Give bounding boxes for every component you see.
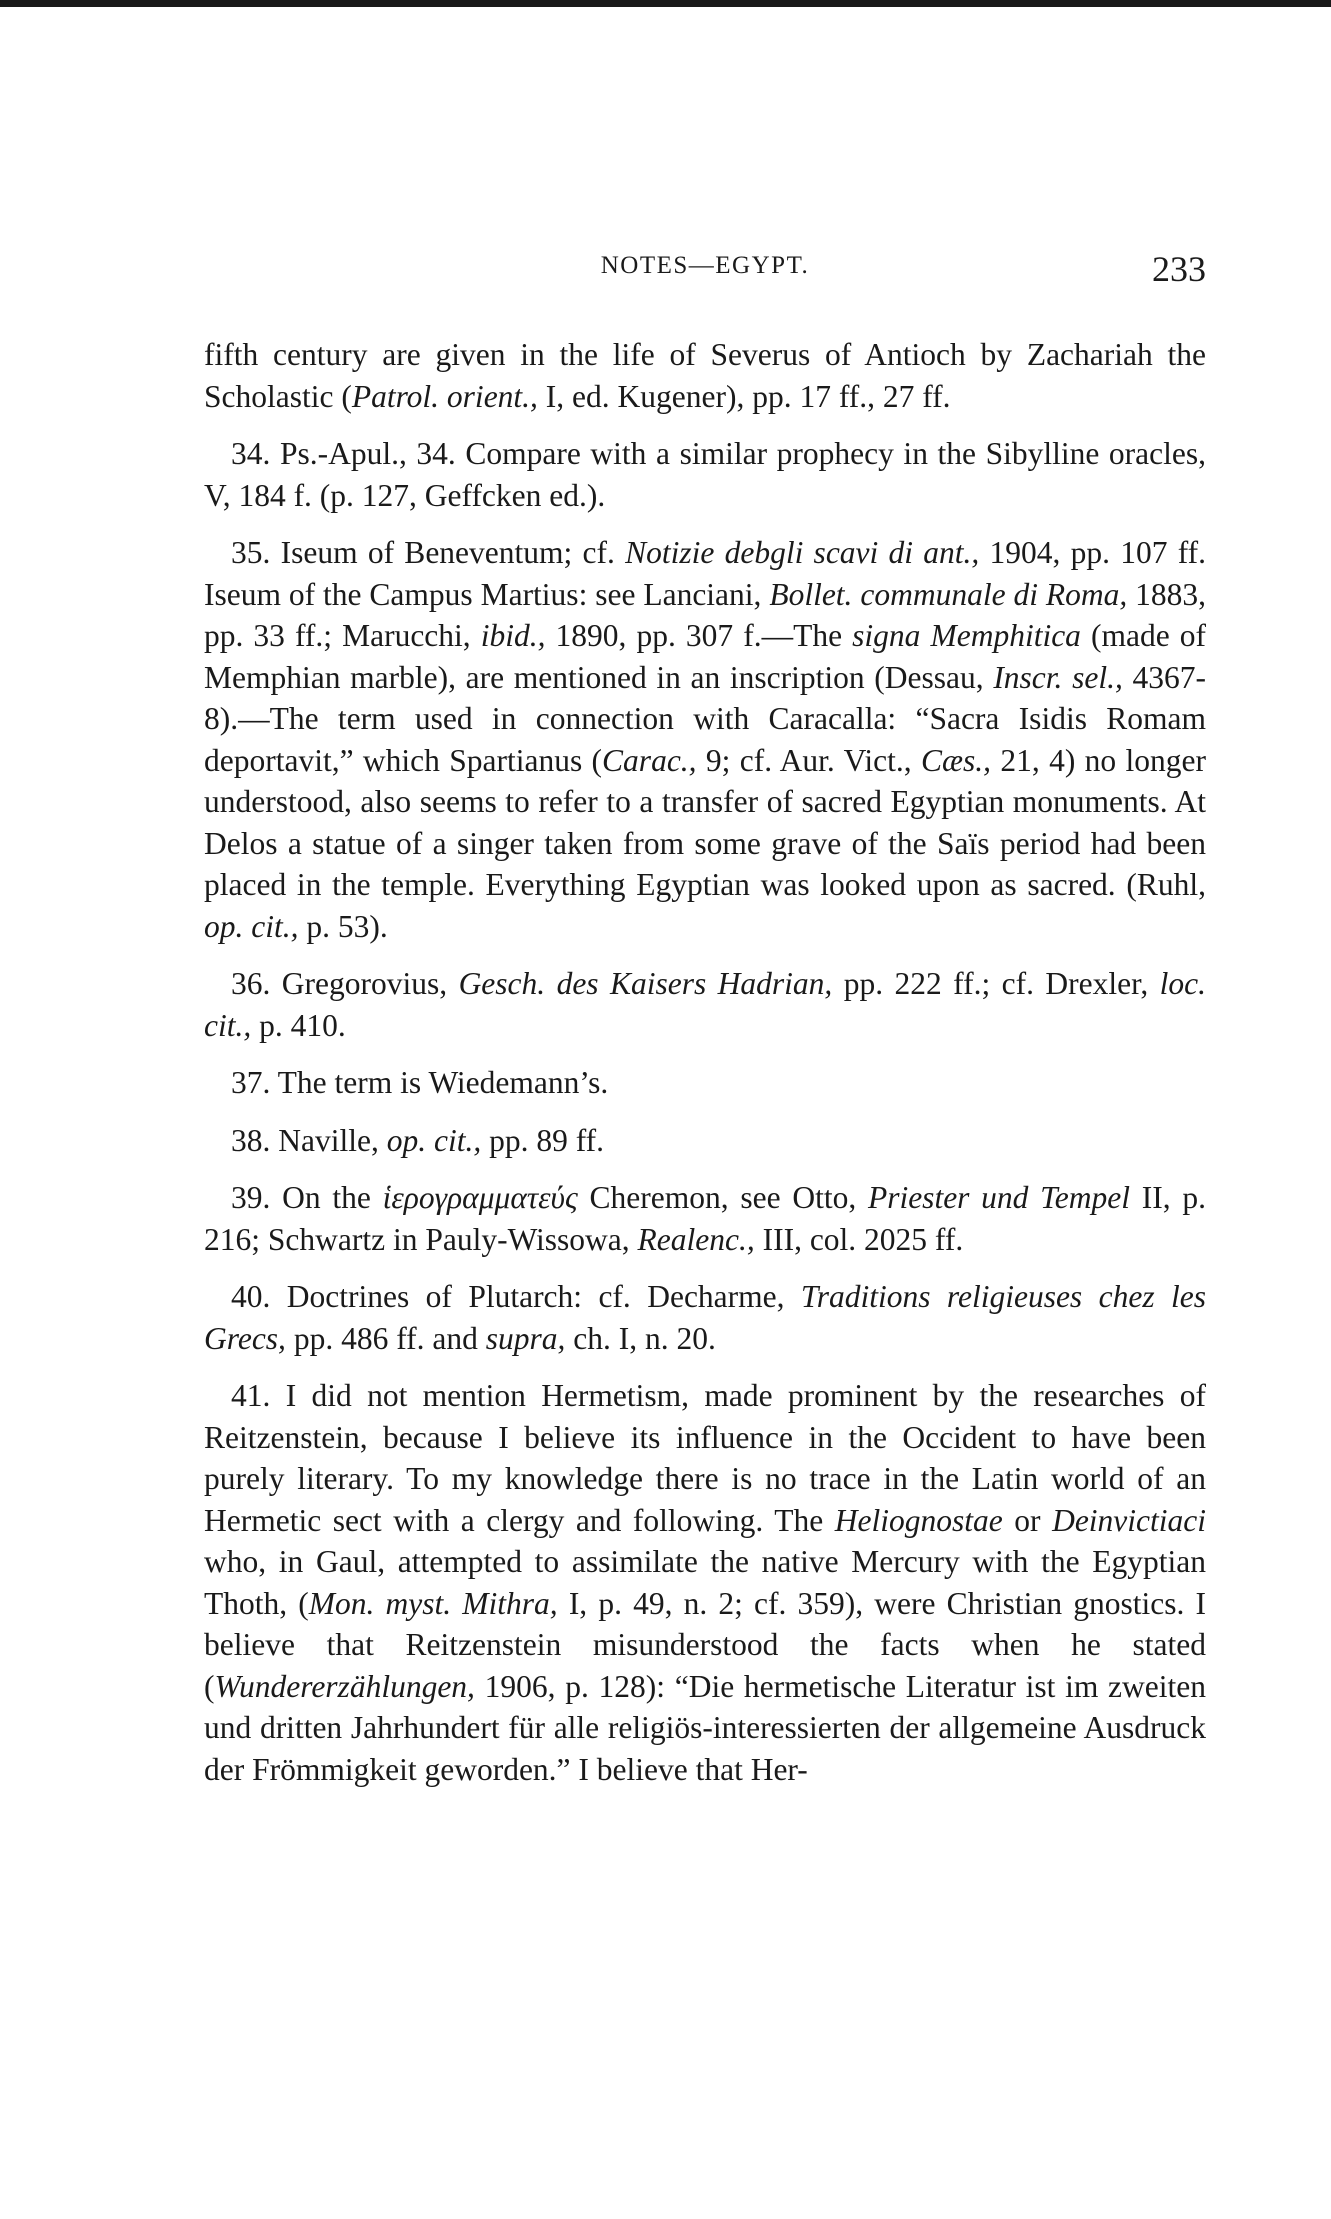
note-paragraph: 38. Naville, op. cit., pp. 89 ff. [231, 1122, 605, 1158]
italic-citation: Cæs., [921, 742, 992, 778]
italic-citation: Traditions religieuses chez les Grecs, [204, 1279, 1206, 1356]
note-paragraph: 36. Gregorovius, Gesch. des Kaisers Hadrian, pp. 222 ff.; cf. Drexler, loc. cit., p. 410. [204, 966, 1206, 1043]
running-title: NOTES—EGYPT. [600, 252, 810, 279]
italic-citation: signa Memphitica [852, 618, 1081, 653]
italic-citation: Heliognostae [834, 1502, 1003, 1538]
italic-citation: Inscr. sel., [993, 659, 1123, 695]
note-paragraph: 39. On the ἱερογραμματεύς Cheremon, see Otto, Priester und Tempel II, p. 216; Schwartz in Pauly-Wissowa, Realenc., III, col. 2025 ff. [204, 1180, 1207, 1257]
italic-citation: Wundererzählungen, [214, 1668, 475, 1704]
italic-citation: Bollet. communale di Roma, [769, 576, 1128, 612]
notes-body [204, 334, 1206, 1790]
italic-citation: Realenc., [637, 1221, 755, 1257]
page-top-edge [0, 0, 1331, 7]
note-continuation: fifth century are given in the life of Severus of Antioch by Zachariah the Scholastic (Patrol. orient., I, ed. Kugener), pp. 17 ff., 27 ff. [204, 337, 1206, 414]
page-number: 233 [1152, 249, 1206, 289]
italic-citation: supra, [485, 1320, 566, 1356]
italic-citation: Patrol. orient., [351, 378, 538, 414]
italic-citation: Carac., [602, 742, 697, 778]
italic-citation: ἱερογραμματεύς [382, 1180, 578, 1215]
book-page [204, 248, 1206, 1806]
running-head [204, 248, 1206, 298]
italic-citation: Notizie debgli scavi di ant., [625, 535, 980, 570]
note-paragraph: 37. The term is Wiedemann’s. [231, 1065, 609, 1100]
italic-citation: ibid., [480, 618, 546, 653]
note-paragraph: 35. Iseum of Beneventum; cf. Notizie debgli scavi di ant., 1904, pp. 107 ff. Iseum of the Campus Martius: see Lanciani, Bollet. communale di Roma, 1883, pp. 33 ff.; Marucchi, ibid., 1890, pp. 307 f.—The signa Memphitica (made of Memphian marble), are mentioned in an inscription (Dessau, Inscr. sel., 4367-8).—The term used in connection with Caracalla: “Sacra Isidis Romam deportavit,” which Spartianus (Carac., 9; cf. Aur. Vict., Cæs., 21, 4) no longer understood, also seems to refer to a transfer of sacred Egyptian monuments. At Delos a statue of a singer taken from some grave of the Saïs period had been placed in the temple. Everything Egyptian was looked upon as sacred. (Ruhl, op. cit., p. 53). [204, 535, 1207, 944]
italic-citation: Deinvictiaci [1052, 1502, 1207, 1538]
note-paragraph: 40. Doctrines of Plutarch: cf. Decharme, Traditions religieuses chez les Grecs, pp. 486 ff. and supra, ch. I, n. 20. [204, 1279, 1206, 1356]
note-paragraph: 34. Ps.-Apul., 34. Compare with a similar prophecy in the Sibylline oracles, V, 184 f. (p. 127, Geffcken ed.). [204, 436, 1206, 513]
italic-citation: Priester und Tempel [867, 1180, 1131, 1215]
note-paragraph: 41. I did not mention Hermetism, made prominent by the researches of Reitzenstein, because I believe its influence in the Occident to have been purely literary. To my knowledge there is no trace in the Latin world of an Hermetic sect with a clergy and following. The Heliognostae or Deinvictiaci who, in Gaul, attempted to assimilate the native Mercury with the Egyptian Thoth, (Mon. myst. Mithra, I, p. 49, n. 2; cf. 359), were Christian gnostics. I believe that Reitzenstein misunderstood the facts when he stated (Wundererzählungen, 1906, p. 128): “Die hermetische Literatur ist im zweiten und dritten Jahrhundert für alle religiös-interessierten der allgemeine Ausdruck der Frömmigkeit geworden.” I believe that Her- [204, 1378, 1207, 1787]
italic-citation: Mon. myst. Mithra, [308, 1585, 558, 1621]
italic-citation: loc. cit., [204, 966, 1206, 1043]
italic-citation: op. cit., [386, 1122, 482, 1158]
italic-citation: Gesch. des Kaisers Hadrian, [458, 966, 833, 1001]
italic-citation: op. cit., [204, 908, 299, 944]
